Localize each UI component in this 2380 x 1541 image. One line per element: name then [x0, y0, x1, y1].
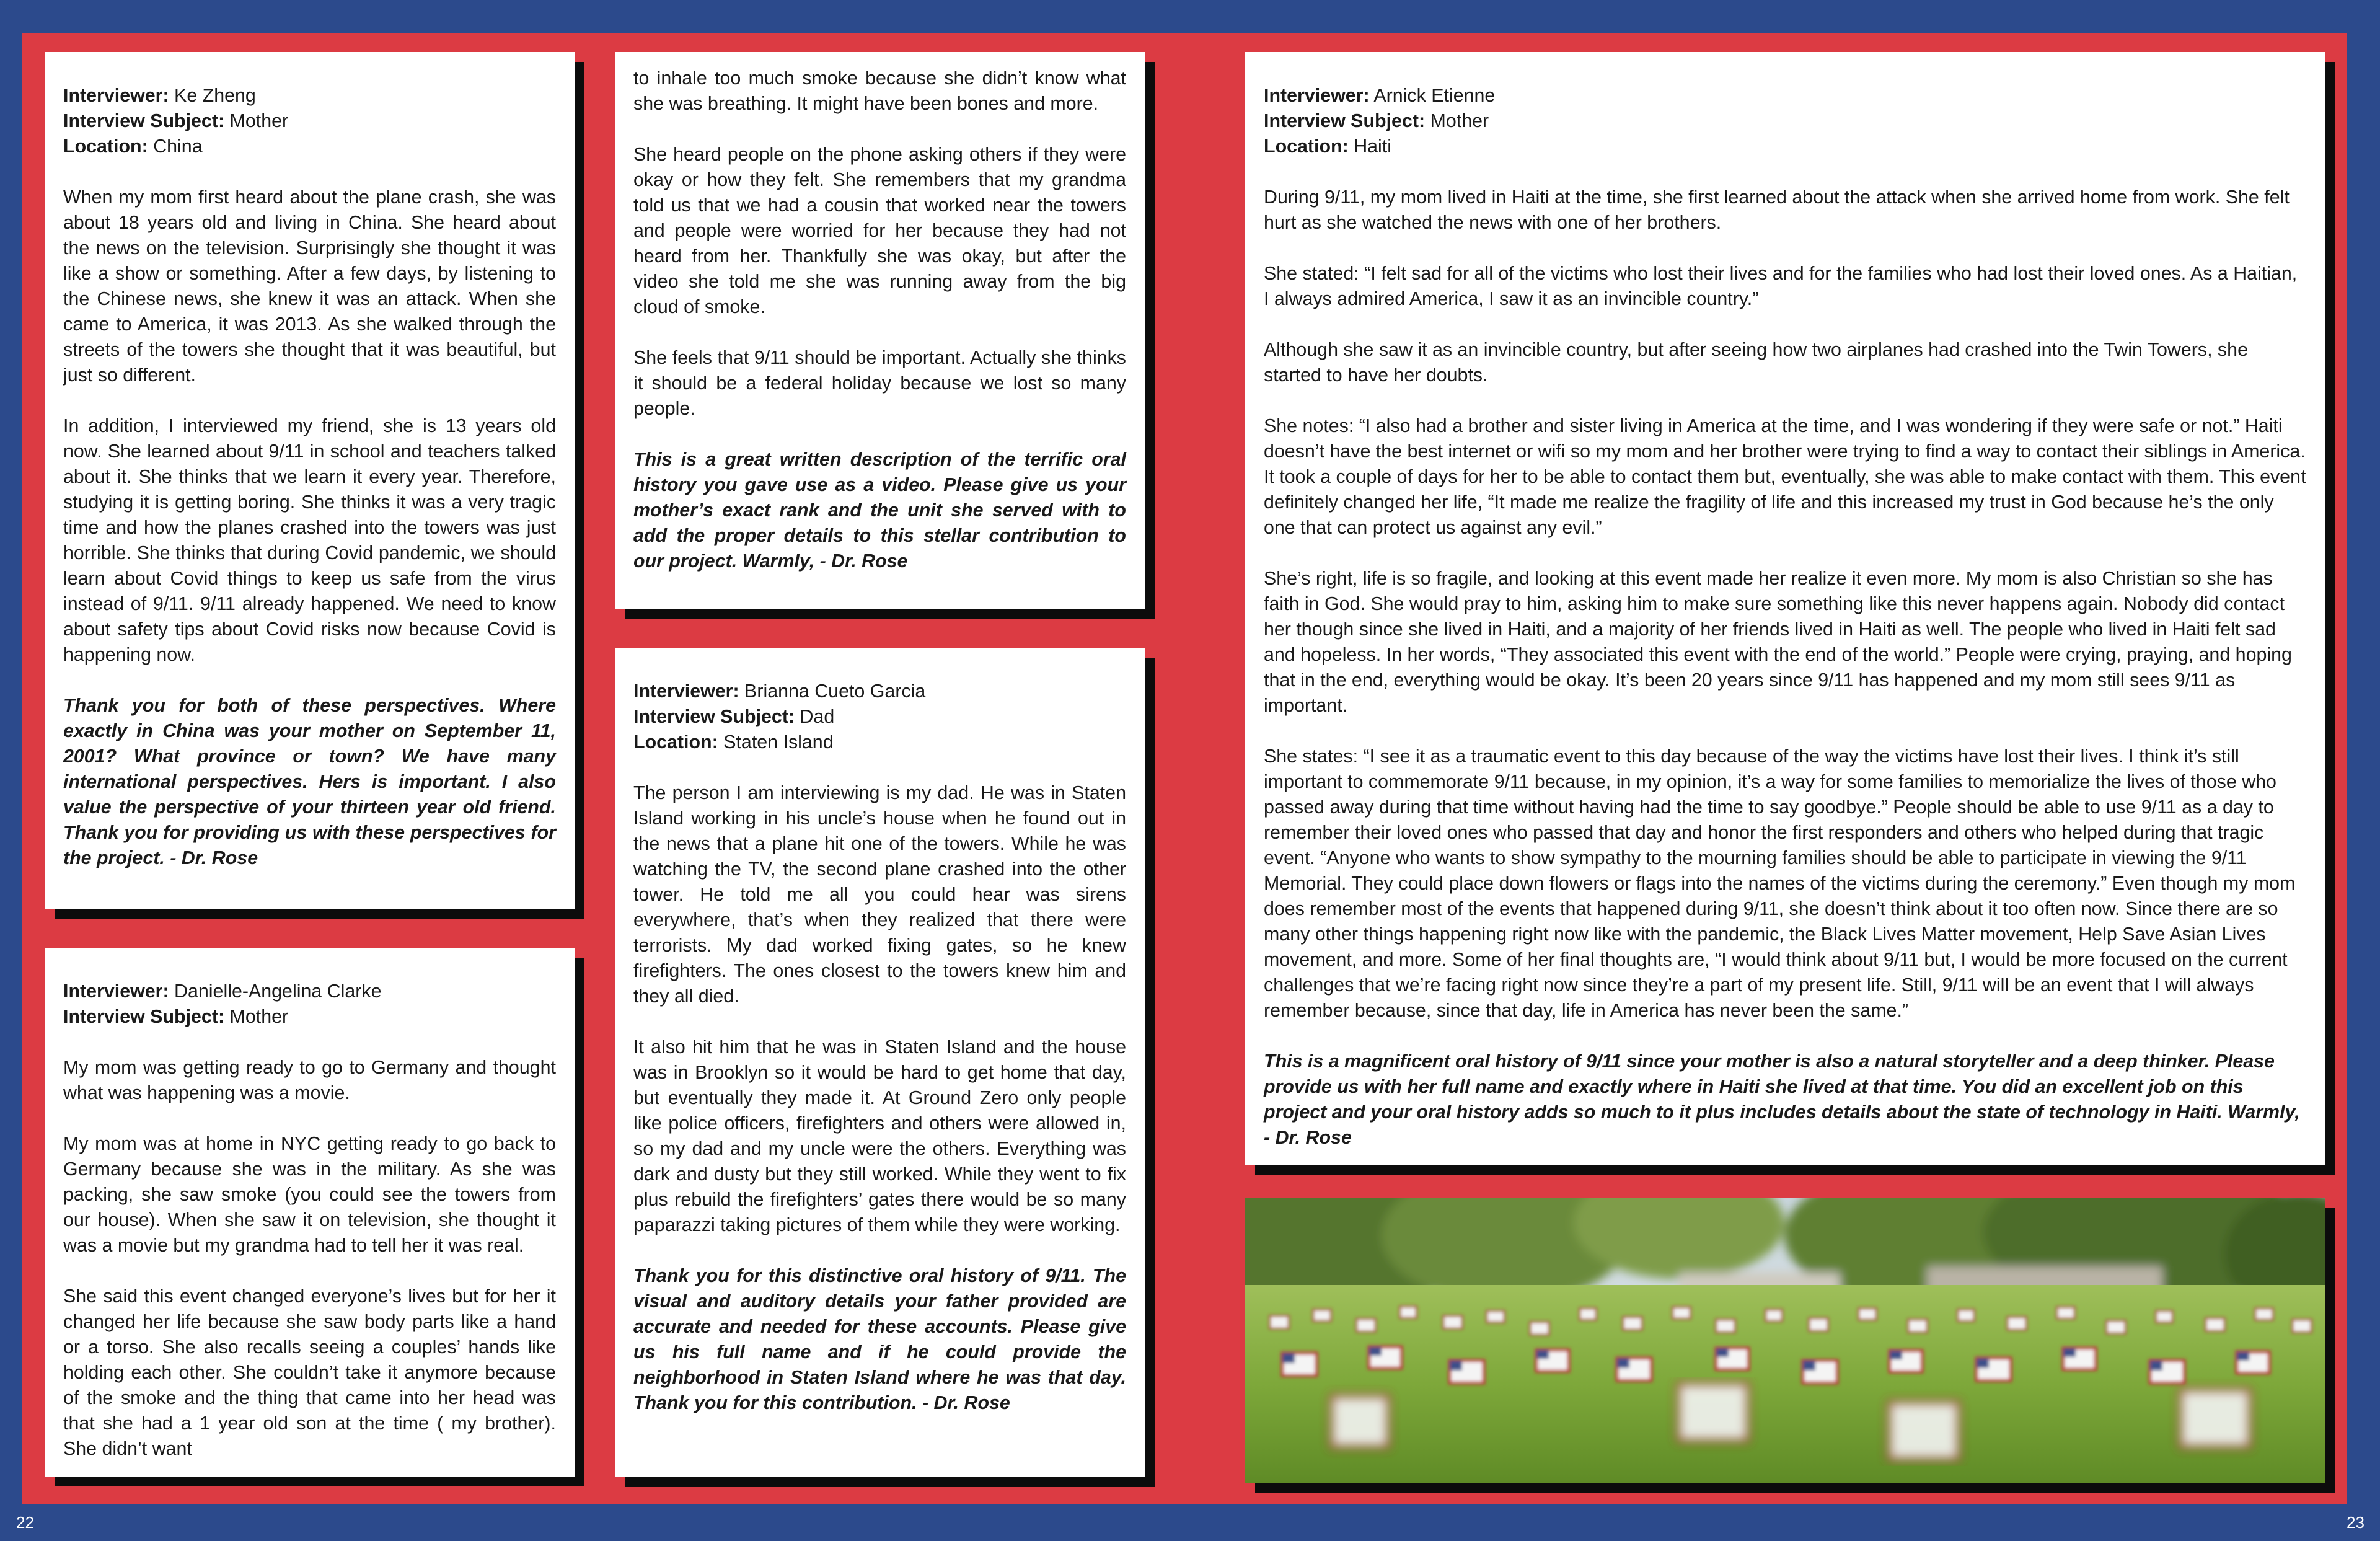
body-paragraph: to inhale too much smoke because she didn’t know what she was breathing. It might have been bones and more.: [633, 68, 1126, 114]
body-paragraph: My mom was getting ready to go to Germany and thought what was happening was a movie.: [63, 1057, 556, 1103]
editor-note: This is a great written description of the terrific oral history you gave use as a video. Please give us your mother’s exact rank and the unit she served with to add the proper details to this stellar contribution to our project. Warmly, - Dr. Rose: [633, 449, 1126, 572]
body-paragraph: She states: “I see it as a traumatic event to this day because of the way the victims have lost their lives. I think it’s still important to commemorate 9/11 because, in my opinion, it’s a way for some families to memorialize the lives of those who passed away during that time without having had the time to say goodbye.” People should be able to use 9/11 as a day to remember their loved ones who passed that day and honor the first responders and others who helped during that tragic event. “Anyone who wants to show sympathy to the mourning families should be able to participate in viewing the 9/11 Memorial. They could place down flowers or flags into the names of the victims during the ceremony.” Even though my mom does remember most of the events that happened during 9/11, she doesn’t think about it too often now. Since there are so many other things happening right now like with the pandemic, the Black Lives Matter movement, Help Save Asian Lives movement, and more. Some of her final thoughts are, “I would think about 9/11 but, I would be more focused on the current challenges that we’re facing right now since they’re a part of my present life. Still, 9/11 will be an event that I will always remember because, since that day, life in America has never been the same.”: [1264, 746, 2296, 1021]
interview-card-brianna-cueto-garcia: [615, 648, 1145, 1477]
flags-photo-image: [1245, 1198, 2325, 1483]
subject-value: Mother: [1430, 110, 1489, 131]
location-value: Staten Island: [723, 731, 834, 753]
location-label: Location:: [63, 136, 148, 157]
editor-note: Thank you for this distinctive oral history of 9/11. The visual and auditory details your father provided are accurate and needed for these accounts. Please give us his full name and if he could provide the neighborhood in Staten Island where he was that day. Thank you for this contribution. - Dr. Rose: [633, 1265, 1126, 1413]
interview-card-danielle-angelina-clarke: [45, 948, 575, 1477]
body-paragraph: The person I am interviewing is my dad. He was in Staten Island working in his uncle’s house when he found out in the news that a plane hit one of the towers. While he was watching the TV, the second plane crashed into the other tower. He told me all you could hear was sirens everywhere, that’s when they realized that there were terrorists. My dad worked fixing gates, so he knew firefighters. The ones closest to the towers knew him and they all died.: [633, 782, 1126, 1007]
page-number-right: 23: [2347, 1513, 2365, 1532]
interview-meta: [633, 679, 1126, 755]
subject-value: Mother: [229, 110, 289, 131]
location-value: China: [153, 136, 203, 157]
interviewer-label: Interviewer:: [63, 981, 169, 1002]
body-paragraph: It also hit him that he was in Staten Island and the house was in Brooklyn so it would be hard to get home that day, but eventually they made it. At Ground Zero only people like police officers, firefighters and others were allowed in, so my dad and my uncle were the others. Everything was dark and dusty but they still worked. While they went to fix plus rebuild the firefighters’ gates there would be so many paparazzi taking pictures of them while they were working.: [633, 1036, 1126, 1235]
interviewer-label: Interviewer:: [633, 681, 739, 702]
location-label: Location:: [633, 731, 718, 753]
interview-meta: [1264, 83, 2307, 159]
page-number-left: 22: [16, 1513, 34, 1532]
interviewer-name: Danielle-Angelina Clarke: [174, 981, 382, 1002]
body-paragraph: She notes: “I also had a brother and sister living in America at the time, and I was wondering if they were safe or not.” Haiti doesn’t have the best internet or wifi so my mom and her brother were trying to find a way to contact their siblings in America. It took a couple of days for her to be able to contact them but, eventually, she was able to make contact with them. This event definitely changed her life, “It made me realize the fragility of life and this increased my trust in God because he’s the only one that can protect us against any evil.”: [1264, 415, 2306, 538]
interview-card-arnick-etienne: [1245, 52, 2325, 1165]
body-paragraph: In addition, I interviewed my friend, she is 13 years old now. She learned about 9/11 in school and teachers talked about it. She thinks that we learn it every year. Therefore, studying it is getting boring. She thinks it was a very tragic time and how the planes crashed into the towers was just horrible. She thinks that during Covid pandemic, we should learn about Covid things to keep us safe from the virus instead of 9/11. 9/11 already happened. We need to know about safety tips about Covid risks now because Covid is happening now.: [63, 415, 556, 665]
subject-label: Interview Subject:: [633, 706, 795, 727]
body-paragraph: She said this event changed everyone’s lives but for her it changed her life because she saw body parts like a hand or a torso. She also recalls seeing a couples’ hands like holding each other. She couldn’t take it anymore because of the smoke and the thing that came into her head was that she had a 1 year old son at the time ( my brother). She didn’t want: [63, 1286, 556, 1459]
body-paragraph: During 9/11, my mom lived in Haiti at the time, she first learned about the attack when she arrived home from work. She felt hurt as she watched the news with one of her brothers.: [1264, 187, 2290, 233]
subject-label: Interview Subject:: [63, 1006, 225, 1027]
body-paragraph: She stated: “I felt sad for all of the victims who lost their lives and for the families who had lost their loved ones. As a Haitian, I always admired America, I saw it as an invincible country.”: [1264, 263, 2298, 309]
interview-meta: [63, 83, 556, 159]
interviewer-name: Brianna Cueto Garcia: [744, 681, 926, 702]
interviewer-label: Interviewer:: [1264, 85, 1370, 106]
interview-meta: [63, 979, 556, 1030]
subject-value: Mother: [229, 1006, 289, 1027]
flags-field-photo: [1245, 1198, 2325, 1483]
body-paragraph: She feels that 9/11 should be important. Actually she thinks it should be a federal holiday because we lost so many people.: [633, 347, 1126, 419]
body-paragraph: She’s right, life is so fragile, and looking at this event made her realize it even more. My mom is also Christian so she has faith in God. She would pray to him, asking him to make sure something like this never happens again. Nobody did contact her though since she lived in Haiti, and a majority of her friends lived in Haiti as well. The people who lived in Haiti felt sad and hopeless. In her words, “They associated this event with the end of the world.” People were crying, praying, and hoping that in the end, everything would be okay. It’s been 20 years since 9/11 has happened and my mom still sees 9/11 as important.: [1264, 568, 2292, 716]
body-paragraph: She heard people on the phone asking others if they were okay or how they felt. She remembers that my grandma told us that we had a cousin that worked near the towers and people were worried for her because they had not heard from her. Thankfully she was okay, but after the video she told me she was running away from the big cloud of smoke.: [633, 144, 1126, 317]
editor-note: This is a magnificent oral history of 9/11 since your mother is also a natural storyteller and a deep thinker. Please provide us with her full name and exactly where in Haiti she lived at that time. You did an excellent job on this project and your oral history adds so much to it plus includes details about the state of technology in Haiti. Warmly, - Dr. Rose: [1264, 1051, 2300, 1148]
editor-note: Thank you for both of these perspectives. Where exactly in China was your mother on September 11, 2001? What province or town? We have many international perspectives. Hers is important. I also value the perspective of your thirteen year old friend. Thank you for providing us with these perspectives for the project. - Dr. Rose: [63, 695, 556, 868]
interviewer-label: Interviewer:: [63, 85, 169, 106]
body-paragraph: Although she saw it as an invincible country, but after seeing how two airplanes had crashed into the Twin Towers, she started to have her doubts.: [1264, 339, 2248, 386]
subject-value: Dad: [800, 706, 835, 727]
subject-label: Interview Subject:: [63, 110, 225, 131]
body-paragraph: My mom was at home in NYC getting ready to go back to Germany because she was in the military. As she was packing, she saw smoke (you could see the towers from our house). When she saw it on television, she thought it was a movie but my grandma had to tell her it was real.: [63, 1133, 556, 1256]
interviewer-name: Ke Zheng: [174, 85, 256, 106]
location-label: Location:: [1264, 136, 1349, 157]
interview-card-continuation: [615, 52, 1145, 609]
subject-label: Interview Subject:: [1264, 110, 1426, 131]
location-value: Haiti: [1354, 136, 1391, 157]
interviewer-name: Arnick Etienne: [1373, 85, 1496, 106]
body-paragraph: When my mom first heard about the plane crash, she was about 18 years old and living in China. She heard about the news on the television. Surprisingly she thought it was like a show or something. After a few days, by listening to the Chinese news, she knew it was an attack. When she came to America, it was 2013. As she walked through the streets of the towers she thought that it was beautiful, but just so different.: [63, 187, 556, 386]
interview-card-ke-zheng: [45, 52, 575, 909]
